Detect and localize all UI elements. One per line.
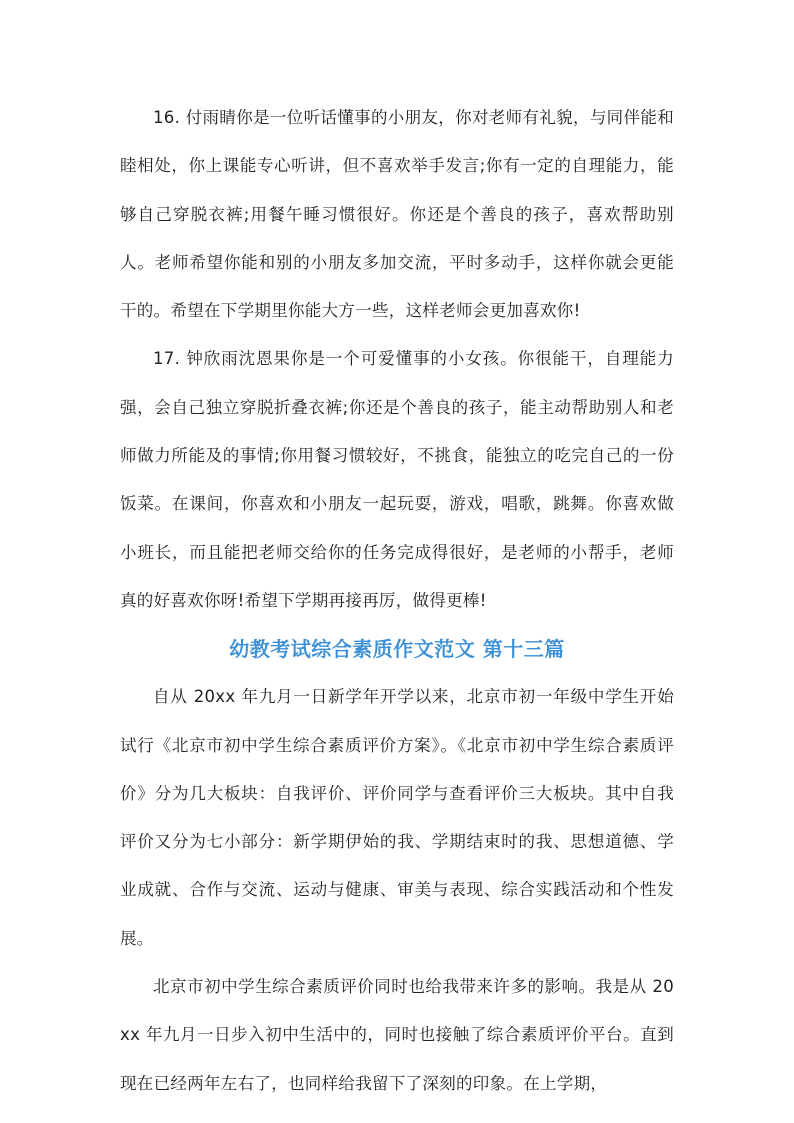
paragraph-essay-1: 自从 20xx 年九月一日新学年开学以来，北京市初一年级中学生开始试行《北京市初中学生综合素质评价方案》。《北京市初中学生综合素质评价》分为几大板块：自我评价、评价同学与查看评价三大板块。其中自我评价又分为七小部分：新学期伊始的我、学期结束时的我、思想道德、学业成就、合作与交流、运动与健康、审美与表现、综合实践活动和个性发展。	[120, 687, 674, 948]
paragraph-essay-2: 北京市初中学生综合素质评价同时也给我带来许多的影响。我是从 20xx 年九月一日步入初中生活中的，同时也接触了综合素质评价平台。直到现在已经两年左右了，也同样给我留下了深刻的印象。在上学期，	[120, 977, 674, 1093]
paragraph-17: 17. 钟欣雨沈恩果你是一个可爱懂事的小女孩。你很能干，自理能力强，会自己独立穿脱折叠衣裤;你还是个善良的孩子，能主动帮助别人和老师做力所能及的事情;你用餐习惯较好，不挑食，能独立的吃完自己的一份饭菜。在课间，你喜欢和小朋友一起玩耍，游戏，唱歌，跳舞。你喜欢做小班长，而且能把老师交给你的任务完成得很好，是老师的小帮手，老师真的好喜欢你呀!希望下学期再接再厉，做得更棒!	[120, 349, 674, 610]
section-heading: 幼教考试综合素质作文范文 第十三篇	[229, 637, 565, 662]
paragraph-16: 16. 付雨睛你是一位听话懂事的小朋友，你对老师有礼貌，与同伴能和睦相处，你上课能专心听讲，但不喜欢举手发言;你有一定的自理能力，能够自己穿脱衣裤;用餐午睡习惯很好。你还是个善良的孩子，喜欢帮助别人。老师希望你能和别的小朋友多加交流，平时多动手，这样你就会更能干的。希望在下学期里你能大方一些，这样老师会更加喜欢你!	[120, 108, 674, 321]
document-page	[120, 94, 674, 1108]
